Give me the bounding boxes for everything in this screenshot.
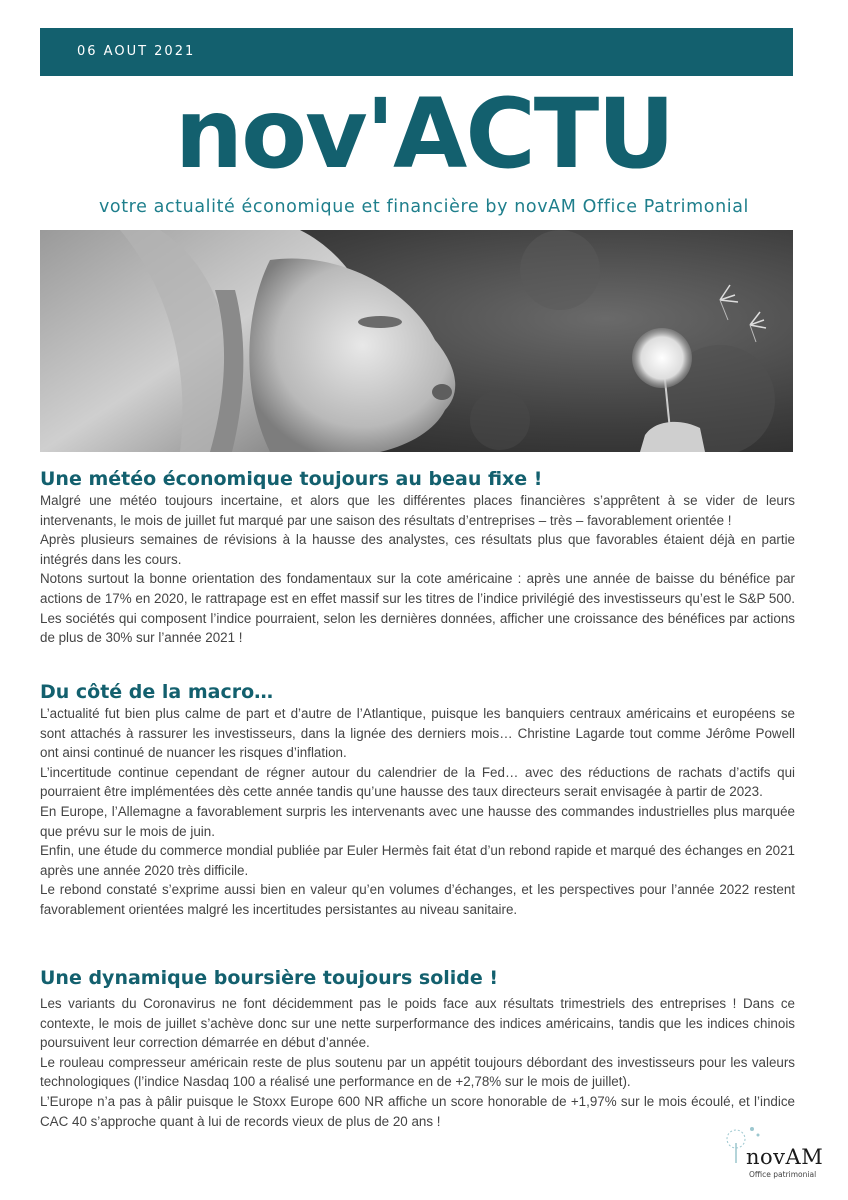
novam-logo [722, 1123, 822, 1183]
paragraph: L’actualité fut bien plus calme de part et d’autre de l’Atlantique, puisque les banquiers centraux américains et européens se sont attachés à rassurer les investisseurs, dans la lignée des derniers mois… Christine Lagarde tout comme Jérôme Powell ont ainsi continué de nuancer les risques d’inflation. [40, 706, 795, 761]
girl-blowing-dandelion-image [40, 230, 793, 452]
paragraph: L’Europe n’a pas à pâlir puisque le Stoxx Europe 600 NR affiche un score honorable de +1,97% sur le mois écoulé, et l’indice CAC 40 s’approche quant à lui de records vieux de plus de 20 ans ! [40, 1093, 795, 1129]
newsletter-title: nov'ACTU [174, 78, 674, 190]
paragraph: Après plusieurs semaines de révisions à la hausse des analystes, ces résultats plus que favorables étaient déjà en partie intégrés dans les cours. [40, 532, 795, 567]
logo-wordmark: novAM [746, 1145, 824, 1169]
section-body-bourse [40, 994, 795, 1131]
paragraph: Les variants du Coronavirus ne font décidemment pas le poids face aux résultats trimestriels des entreprises ! Dans ce contexte, le mois de juillet s’achève donc sur une nette surperformance des indices américains, tandis que les indices chinois poursuivent leur correction démarrée en début d’année. [40, 996, 795, 1051]
paragraph: Enfin, une étude du commerce mondial publiée par Euler Hermès fait état d’un rebond rapide et marqué des échanges en 2021 après une année 2020 très difficile. [40, 843, 795, 878]
section-body-macro [40, 704, 795, 920]
section-title-macro: Du côté de la macro… [40, 681, 274, 703]
paragraph: Malgré une météo toujours incertaine, et alors que les différentes places financières s’apprêtent à se vider de leurs intervenants, le mois de juillet fut marqué par une saison des résultats d’entreprises – très – favorablement orientée ! [40, 493, 795, 528]
paragraph: Le rebond constaté s’exprime aussi bien en valeur qu’en volumes d’échanges, et les perspectives pour l’année 2022 restent favorablement orientées malgré les incertitudes persistantes au niveau sanitaire. [40, 882, 795, 917]
section-body-meteo [40, 491, 795, 648]
paragraph: Notons surtout la bonne orientation des fondamentaux sur la cote américaine : après une année de baisse du bénéfice par actions de 17% en 2020, le rattrapage est en effet massif sur les titres de l’indice privilégié des investisseurs qu’est le S&P 500. Les sociétés qui composent l’indice pourraient, selon les dernières données, afficher une croissance des bénéfices par actions de plus de 30% sur l’année 2021 ! [40, 571, 795, 646]
section-title-meteo: Une météo économique toujours au beau fixe ! [40, 468, 543, 490]
logo-subtitle: Office patrimonial [749, 1170, 817, 1179]
date-banner [40, 28, 793, 76]
paragraph: En Europe, l’Allemagne a favorablement surpris les intervenants avec une hausse des commandes industrielles plus marquée que prévu sur le mois de juin. [40, 803, 795, 839]
paragraph: L’incertitude continue cependant de régner autour du calendrier de la Fed… avec des réductions de rachats d’actifs qui pourraient être implémentées dès cette année tandis qu’une hausse des taux directeurs serait envisagée à partir de 2023. [40, 764, 795, 800]
hero-photo [40, 230, 793, 452]
section-title-bourse: Une dynamique boursière toujours solide ! [40, 967, 499, 989]
issue-date: 06 AOUT 2021 [77, 44, 196, 59]
newsletter-tagline: votre actualité économique et financière by novAM Office Patrimonial [98, 197, 750, 217]
paragraph: Le rouleau compresseur américain reste de plus soutenu par un appétit toujours débordant des investisseurs pour les valeurs technologiques (l’indice Nasdaq 100 a réalisé une performance en de +2,78% sur le mois de juillet). [40, 1054, 795, 1090]
